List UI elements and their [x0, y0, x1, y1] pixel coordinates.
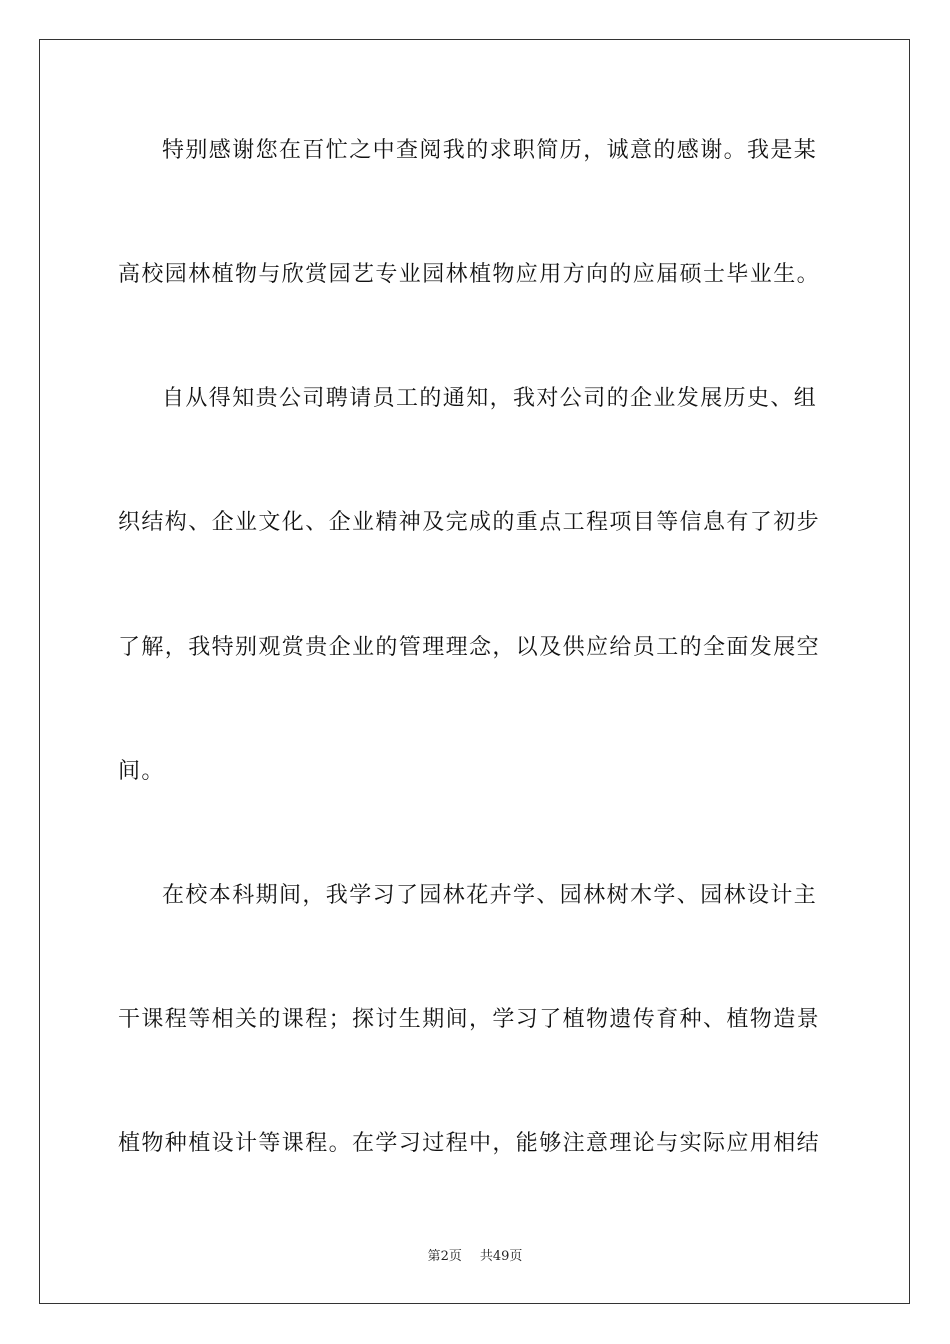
paragraph-line: 高校园林植物与欣赏园艺专业园林植物应用方向的应届硕士毕业生。	[118, 262, 821, 287]
paragraph-line: 在校本科期间，我学习了园林花卉学、园林树木学、园林设计主	[162, 883, 818, 908]
total-label: 共	[479, 1249, 493, 1264]
paragraph-line: 特别感谢您在百忙之中查阅我的求职简历，诚意的感谢。我是某	[162, 138, 818, 163]
paragraph-line: 干课程等相关的课程；探讨生期间，学习了植物遗传育种、植物造景	[118, 1007, 821, 1032]
total-unit: 页	[509, 1249, 523, 1264]
page-footer	[0, 1248, 950, 1266]
paragraph-line: 间。	[118, 759, 165, 784]
page-number: 2	[440, 1249, 449, 1264]
page-label: 第	[427, 1249, 441, 1264]
page-unit: 页	[448, 1249, 462, 1264]
total-pages: 49	[492, 1249, 510, 1264]
paragraph-line: 自从得知贵公司聘请员工的通知，我对公司的企业发展历史、组	[162, 386, 818, 411]
paragraph-line: 织结构、企业文化、企业精神及完成的重点工程项目等信息有了初步	[118, 510, 821, 535]
paragraph-line: 植物种植设计等课程。在学习过程中，能够注意理论与实际应用相结	[118, 1131, 821, 1156]
paragraph-line: 了解，我特别观赏贵企业的管理理念，以及供应给员工的全面发展空	[118, 635, 821, 660]
page-frame	[39, 39, 910, 1304]
